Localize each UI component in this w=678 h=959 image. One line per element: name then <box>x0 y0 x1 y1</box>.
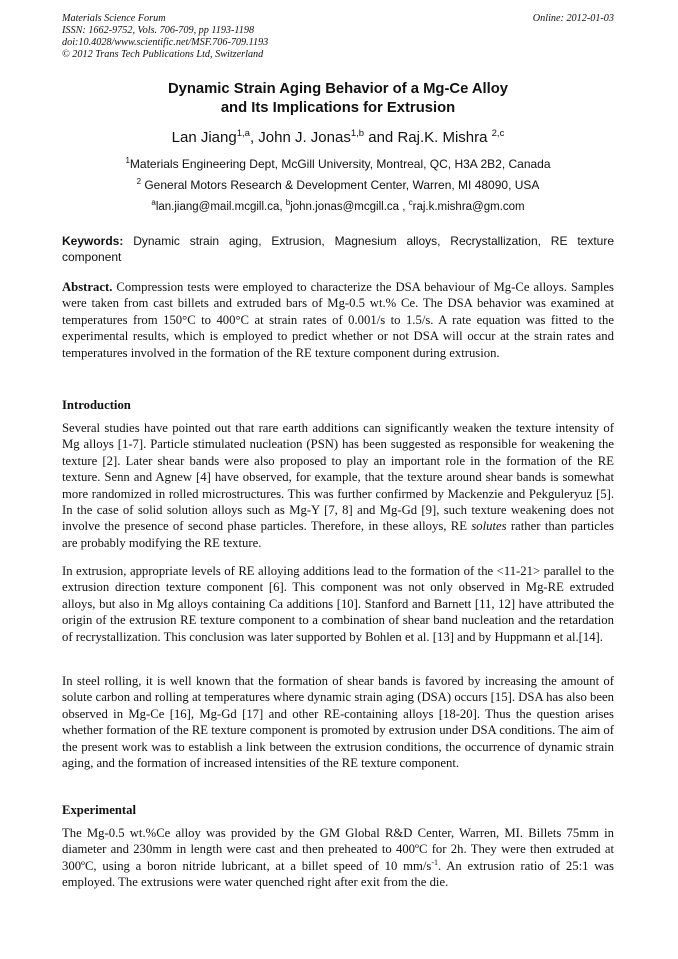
email-marker: c <box>408 198 413 207</box>
copyright-line: © 2012 Trans Tech Publications Ltd, Switzerland <box>62 49 264 60</box>
paragraph-text: rather than particles are probably modifying the RE texture. <box>62 519 614 550</box>
journal-header <box>62 13 614 61</box>
author-name: Raj.K. Mishra <box>397 129 492 146</box>
paragraph-text: Several studies have pointed out that rare earth additions can significantly weaken the texture intensity of Mg alloys [1-7]. Particle stimulated nucleation (PSN) has been suggested as responsible for weakening the texture [2]. Later shear bands were also proposed to play an important role in the formation of the RE texture. Senn and Agnew [4] have observed, for example, that the texture around shear bands is somewhat more randomized in rolled microstructures. This was further confirmed by Mackenzie and Pekguleryuz [5]. In the case of solid solution alloys such as Mg-Y [7, 8] and Mg-Gd [9], such texture weakening does not involve the presence of second phase particles. Therefore, in these alloys, RE <box>62 421 614 534</box>
affiliation-marker: 2 <box>136 177 142 186</box>
email-link[interactable]: john.jonas@mcgill.ca , <box>290 201 409 213</box>
author-emails <box>62 199 614 215</box>
intro-paragraph-3: In steel rolling, it is well known that the formation of shear bands is favored by increasing the amount of solute carbon and rolling at temperatures where dynamic strain aging (DSA) occurs [15]. DSA has also been observed in Mg-Ce [16], Mg-Gd [17] and other RE-containing alloys [18-20]. Thus the question arises whether formation of the RE texture component is promoted by extrusion under DSA conditions. The aim of the present work was to establish a link between the extrusion conditions, the occurrence of dynamic strain aging, and the formation of increased intensities of the RE texture component. <box>62 674 614 771</box>
author-list <box>62 128 614 148</box>
author-superscript: 2,c <box>491 128 505 139</box>
issn-line: ISSN: 1662-9752, Vols. 706-709, pp 1193-1198 <box>62 25 255 36</box>
email-link[interactable]: raj.k.mishra@gm.com <box>412 201 525 213</box>
affiliation-2 <box>62 177 614 193</box>
keywords <box>62 233 614 265</box>
affiliation-marker: 1 <box>125 156 130 165</box>
email-link[interactable]: lan.jiang@mail.mcgill.ca, <box>155 201 286 213</box>
email-marker: b <box>285 198 291 207</box>
abstract-label: Abstract. <box>62 280 113 294</box>
author-separator: , <box>249 129 259 146</box>
intro-paragraph-2: In extrusion, appropriate levels of RE alloying additions lead to the formation of the <11-21> parallel to the extrusion direction texture component [6]. This component was not only observed in Mg-RE extruded alloys, but also in Mg alloys containing Ca additions [10]. Stanford and Barnett [11, 12] have attributed the origin of the extrusion RE texture component to a combination of shear band nucleation and the retardation of recrystallization. This conclusion was later supported by Bohlen et al. [13] and by Huppmann et al.[14]. <box>62 564 614 644</box>
superscript-text: -1 <box>431 857 438 867</box>
journal-name: Materials Science Forum <box>62 13 166 24</box>
affiliation-text: General Motors Research & Development Center, Warren, MI 48090, USA <box>141 178 540 192</box>
paragraph-text: . An extrusion ratio of 25:1 was employed. The extrusions were water quenched right after exit from the die. <box>62 858 614 890</box>
affiliation-1 <box>62 156 614 172</box>
doi-line[interactable]: doi:10.4028/www.scientific.net/MSF.706-709.1193 <box>62 37 269 48</box>
author-separator: and <box>364 129 398 146</box>
keywords-label: Keywords: <box>62 234 124 248</box>
title-line-2: and Its Implications for Extrusion <box>220 100 456 116</box>
emphasis-text: solutes <box>471 519 507 534</box>
paper-title <box>62 80 614 118</box>
paragraph-text: The Mg-0.5 wt.%Ce alloy was provided by the GM Global R&D Center, Warren, MI. Billets 75mm in diameter and 230mm in length were cast and then preheated to 400ºC for 2h. They were then extruded at 300ºC, using a boron nitride lubricant, at a billet speed of 10 mm/s <box>62 826 614 873</box>
section-heading-experimental: Experimental <box>62 803 137 817</box>
keywords-text: Dynamic strain aging, Extrusion, Magnesium alloys, Recrystallization, RE texture component <box>62 234 614 264</box>
author-name: Lan Jiang <box>171 129 237 146</box>
author-superscript: 1,a <box>236 128 250 139</box>
author-name: John J. Jonas <box>258 129 351 146</box>
section-heading-introduction: Introduction <box>62 398 131 412</box>
intro-paragraph-1 <box>62 420 614 551</box>
title-line-1: Dynamic Strain Aging Behavior of a Mg-Ce Alloy <box>167 81 509 97</box>
email-marker: a <box>151 198 156 207</box>
abstract <box>62 279 614 361</box>
author-superscript: 1,b <box>350 128 365 139</box>
affiliation-text: Materials Engineering Dept, McGill University, Montreal, QC, H3A 2B2, Canada <box>129 157 551 171</box>
online-date: Online: 2012-01-03 <box>532 13 614 24</box>
abstract-text: Compression tests were employed to characterize the DSA behaviour of Mg-Ce alloys. Samples were taken from cast billets and extruded bars of Mg-0.5 wt.% Ce. The DSA behavior was examined at temperatures from 150°C to 400°C at strain rates of 0.001/s to 1.5/s. A rate equation was fitted to the experimental results, which is employed to predict whether or not DSA will occur at the strain rates and temperatures involved in the formation of the RE texture component during extrusion. <box>62 280 614 360</box>
experimental-paragraph-1 <box>62 825 614 891</box>
